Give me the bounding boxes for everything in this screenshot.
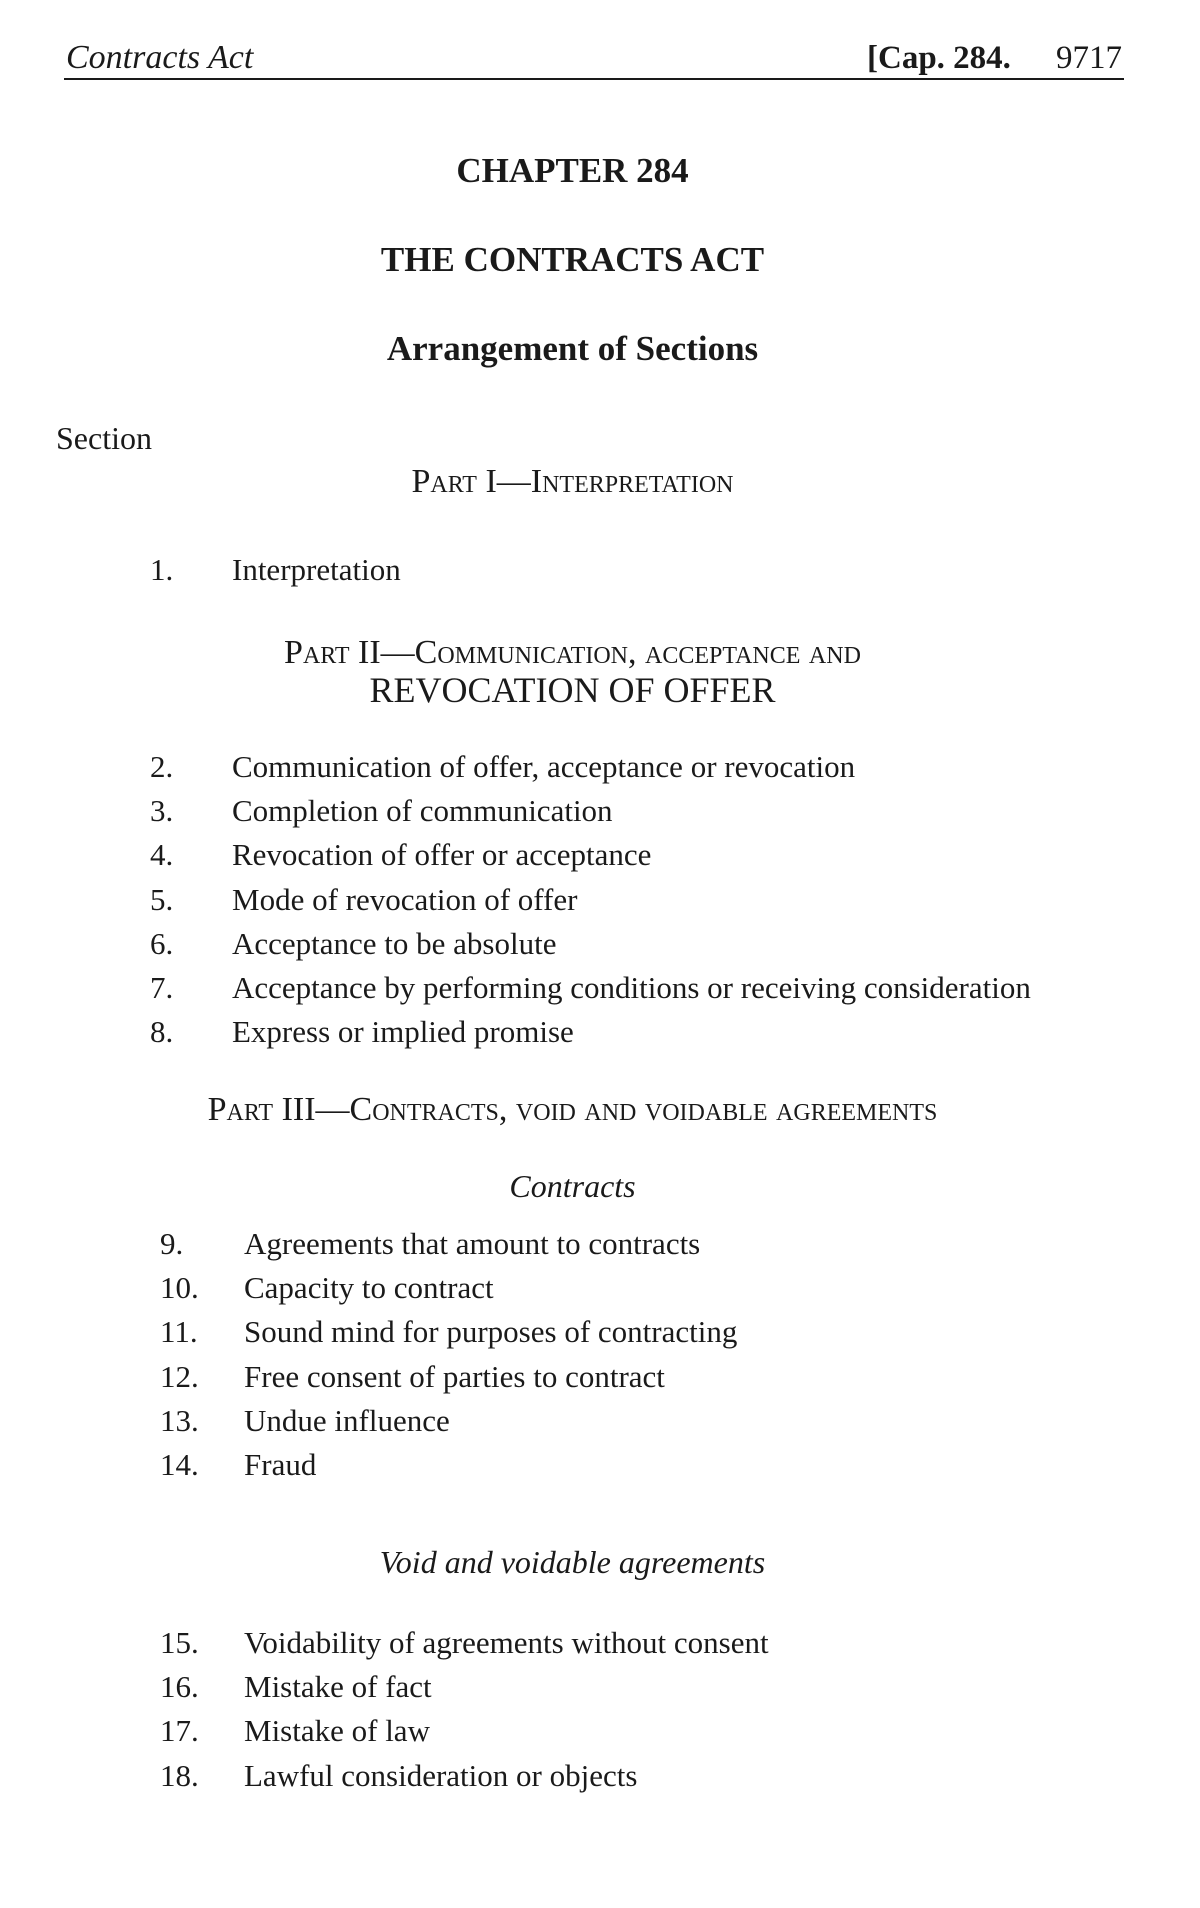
section-title: Revocation of offer or acceptance xyxy=(232,837,652,873)
section-title: Voidability of agreements without consent xyxy=(244,1625,769,1660)
contracts-subheading: Contracts xyxy=(509,1168,636,1204)
section-title: Communication of offer, acceptance or revocation xyxy=(232,749,856,784)
section-title: Express or implied promise xyxy=(232,1014,574,1050)
page-number: 9717 xyxy=(1056,40,1122,76)
section-number: 1. xyxy=(150,552,174,587)
part-2-heading-continued: REVOCATION OF OFFER xyxy=(369,670,776,710)
section-title: Completion of communication xyxy=(232,793,613,829)
section-title: Free consent of parties to contract xyxy=(244,1358,665,1394)
section-number: 15. xyxy=(160,1625,199,1660)
section-number: 3. xyxy=(150,793,174,829)
section-title: Sound mind for purposes of contracting xyxy=(244,1314,738,1350)
running-head-title: Contracts Act xyxy=(66,39,254,76)
section-title: Acceptance by performing conditions or receiving consideration xyxy=(232,969,1031,1005)
act-title: THE CONTRACTS ACT xyxy=(380,240,765,279)
section-title: Fraud xyxy=(244,1446,317,1482)
running-header xyxy=(64,38,1124,80)
section-title: Agreements that amount to contracts xyxy=(244,1226,701,1261)
section-column-label: Section xyxy=(56,420,152,456)
part-3-heading: Part III—Contracts, void and voidable agreements xyxy=(207,1091,938,1128)
section-number: 13. xyxy=(160,1402,199,1438)
section-number: 16. xyxy=(160,1669,199,1705)
section-title: Capacity to contract xyxy=(244,1270,494,1306)
section-title: Acceptance to be absolute xyxy=(232,925,557,961)
section-number: 2. xyxy=(150,749,174,784)
part-2-heading: Part II—Communication, acceptance and xyxy=(284,634,861,671)
section-number: 5. xyxy=(150,881,174,917)
chapter-heading: CHAPTER 284 xyxy=(456,151,689,190)
section-title: Lawful consideration or objects xyxy=(244,1757,638,1793)
void-voidable-subheading: Void and voidable agreements xyxy=(379,1544,766,1580)
section-number: 18. xyxy=(160,1757,199,1793)
running-head-chapter: [Cap. 284. xyxy=(867,40,1011,76)
section-number: 17. xyxy=(160,1713,199,1749)
section-title: Mode of revocation of offer xyxy=(232,881,578,917)
section-number: 12. xyxy=(160,1358,199,1394)
section-number: 4. xyxy=(150,837,174,873)
section-number: 10. xyxy=(160,1270,199,1306)
section-number: 11. xyxy=(160,1314,198,1350)
section-title: Interpretation xyxy=(232,552,401,587)
section-title: Undue influence xyxy=(244,1402,450,1438)
section-title: Mistake of fact xyxy=(244,1669,432,1705)
section-title: Mistake of law xyxy=(244,1713,430,1749)
part-1-heading: Part I—Interpretation xyxy=(411,463,734,500)
section-number: 6. xyxy=(150,925,174,961)
arrangement-heading: Arrangement of Sections xyxy=(386,329,759,368)
section-number: 8. xyxy=(150,1014,174,1050)
section-number: 14. xyxy=(160,1446,199,1482)
section-number: 7. xyxy=(150,969,174,1005)
section-number: 9. xyxy=(160,1226,184,1261)
